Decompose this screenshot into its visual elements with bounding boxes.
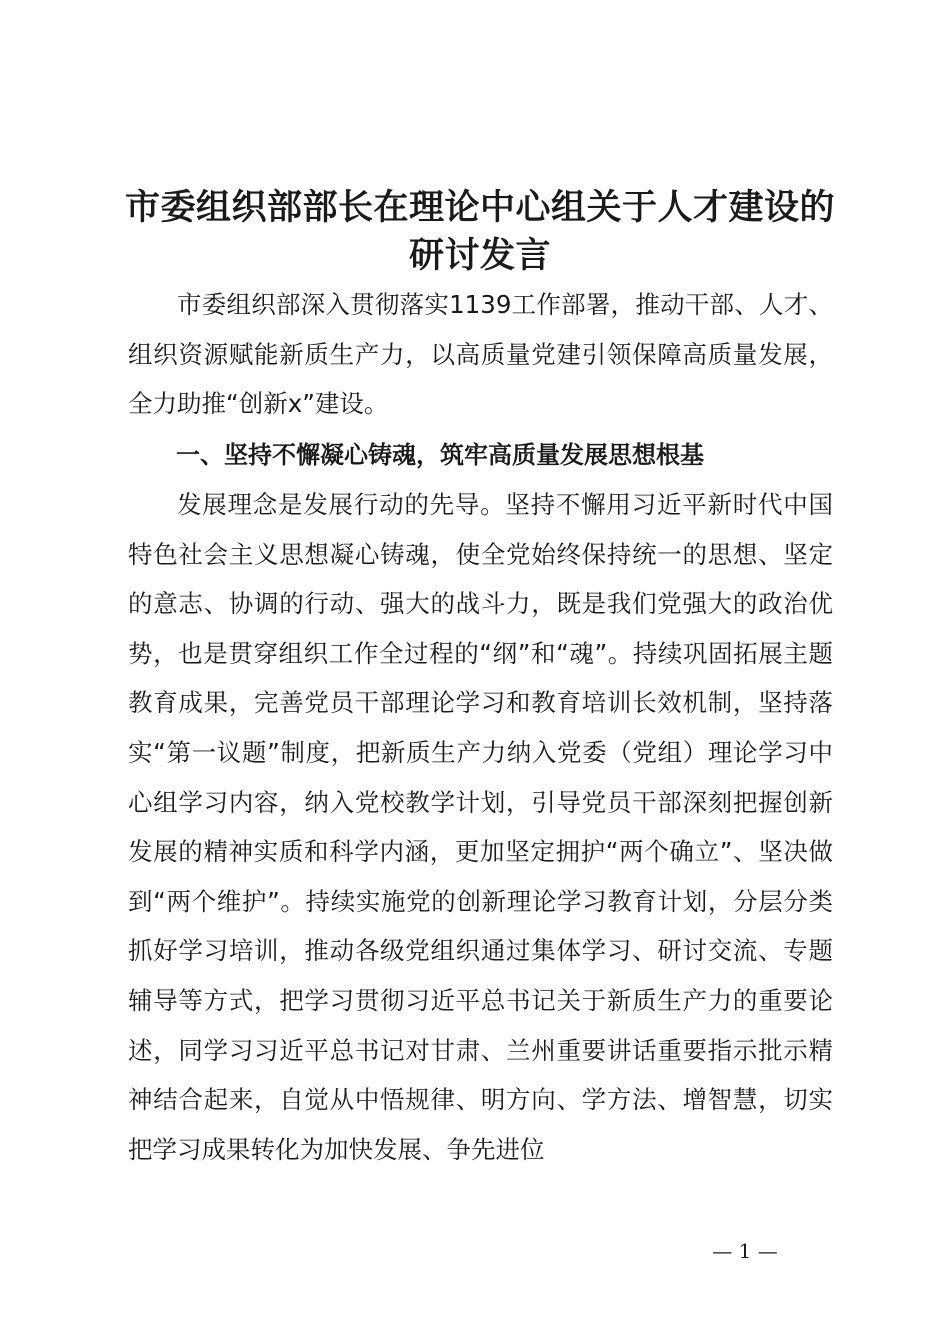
section-1-heading: 一、坚持不懈凝心铸魂，筑牢高质量发展思想根基 [176,441,704,469]
page-number: — 1 — [712,1239,778,1263]
section-1-paragraph: 发展理念是发展行动的先导。坚持不懈用习近平新时代中国特色社会主义思想凝心铸魂，使全党始终保持统一的思想、坚定的意志、协调的行动、强大的战斗力，既是我们党强大的政治优势，也是贯穿组织工作全过程的“纲”和“魂”。持续巩固拓展主题教育成果，完善党员干部理论学习和教育培训长效机制，坚持落实“第一议题”制度，把新质生产力纳入党委（党组）理论学习中心组学习内容，纳入党校教学计划，引导党员干部深刻把握创新发展的精神实质和科学内涵，更加坚定拥护“两个确立”、坚决做到“两个维护”。持续实施党的创新理论学习教育计划，分层分类抓好学习培训，推动各级党组织通过集体学习、研讨交流、专题辅导等方式，把学习贯彻习近平总书记关于新质生产力的重要论述，同学习习近平总书记对甘肃、兰州重要讲话重要指示批示精神结合起来，自觉从中悟规律、明方向、学方法、增智慧，切实把学习成果转化为加快发展、争先进位 [128,490,833,1164]
intro-paragraph: 市委组织部深入贯彻落实1139工作部署，推动干部、人才、组织资源赋能新质生产力，以高质量党建引领保障高质量发展，全力助推“创新x”建设。 [128,290,833,419]
document-title-line-2: 研讨发言 [408,236,551,276]
document-title-line-1: 市委组织部部长在理论中心组关于人才建设的 [124,188,835,228]
